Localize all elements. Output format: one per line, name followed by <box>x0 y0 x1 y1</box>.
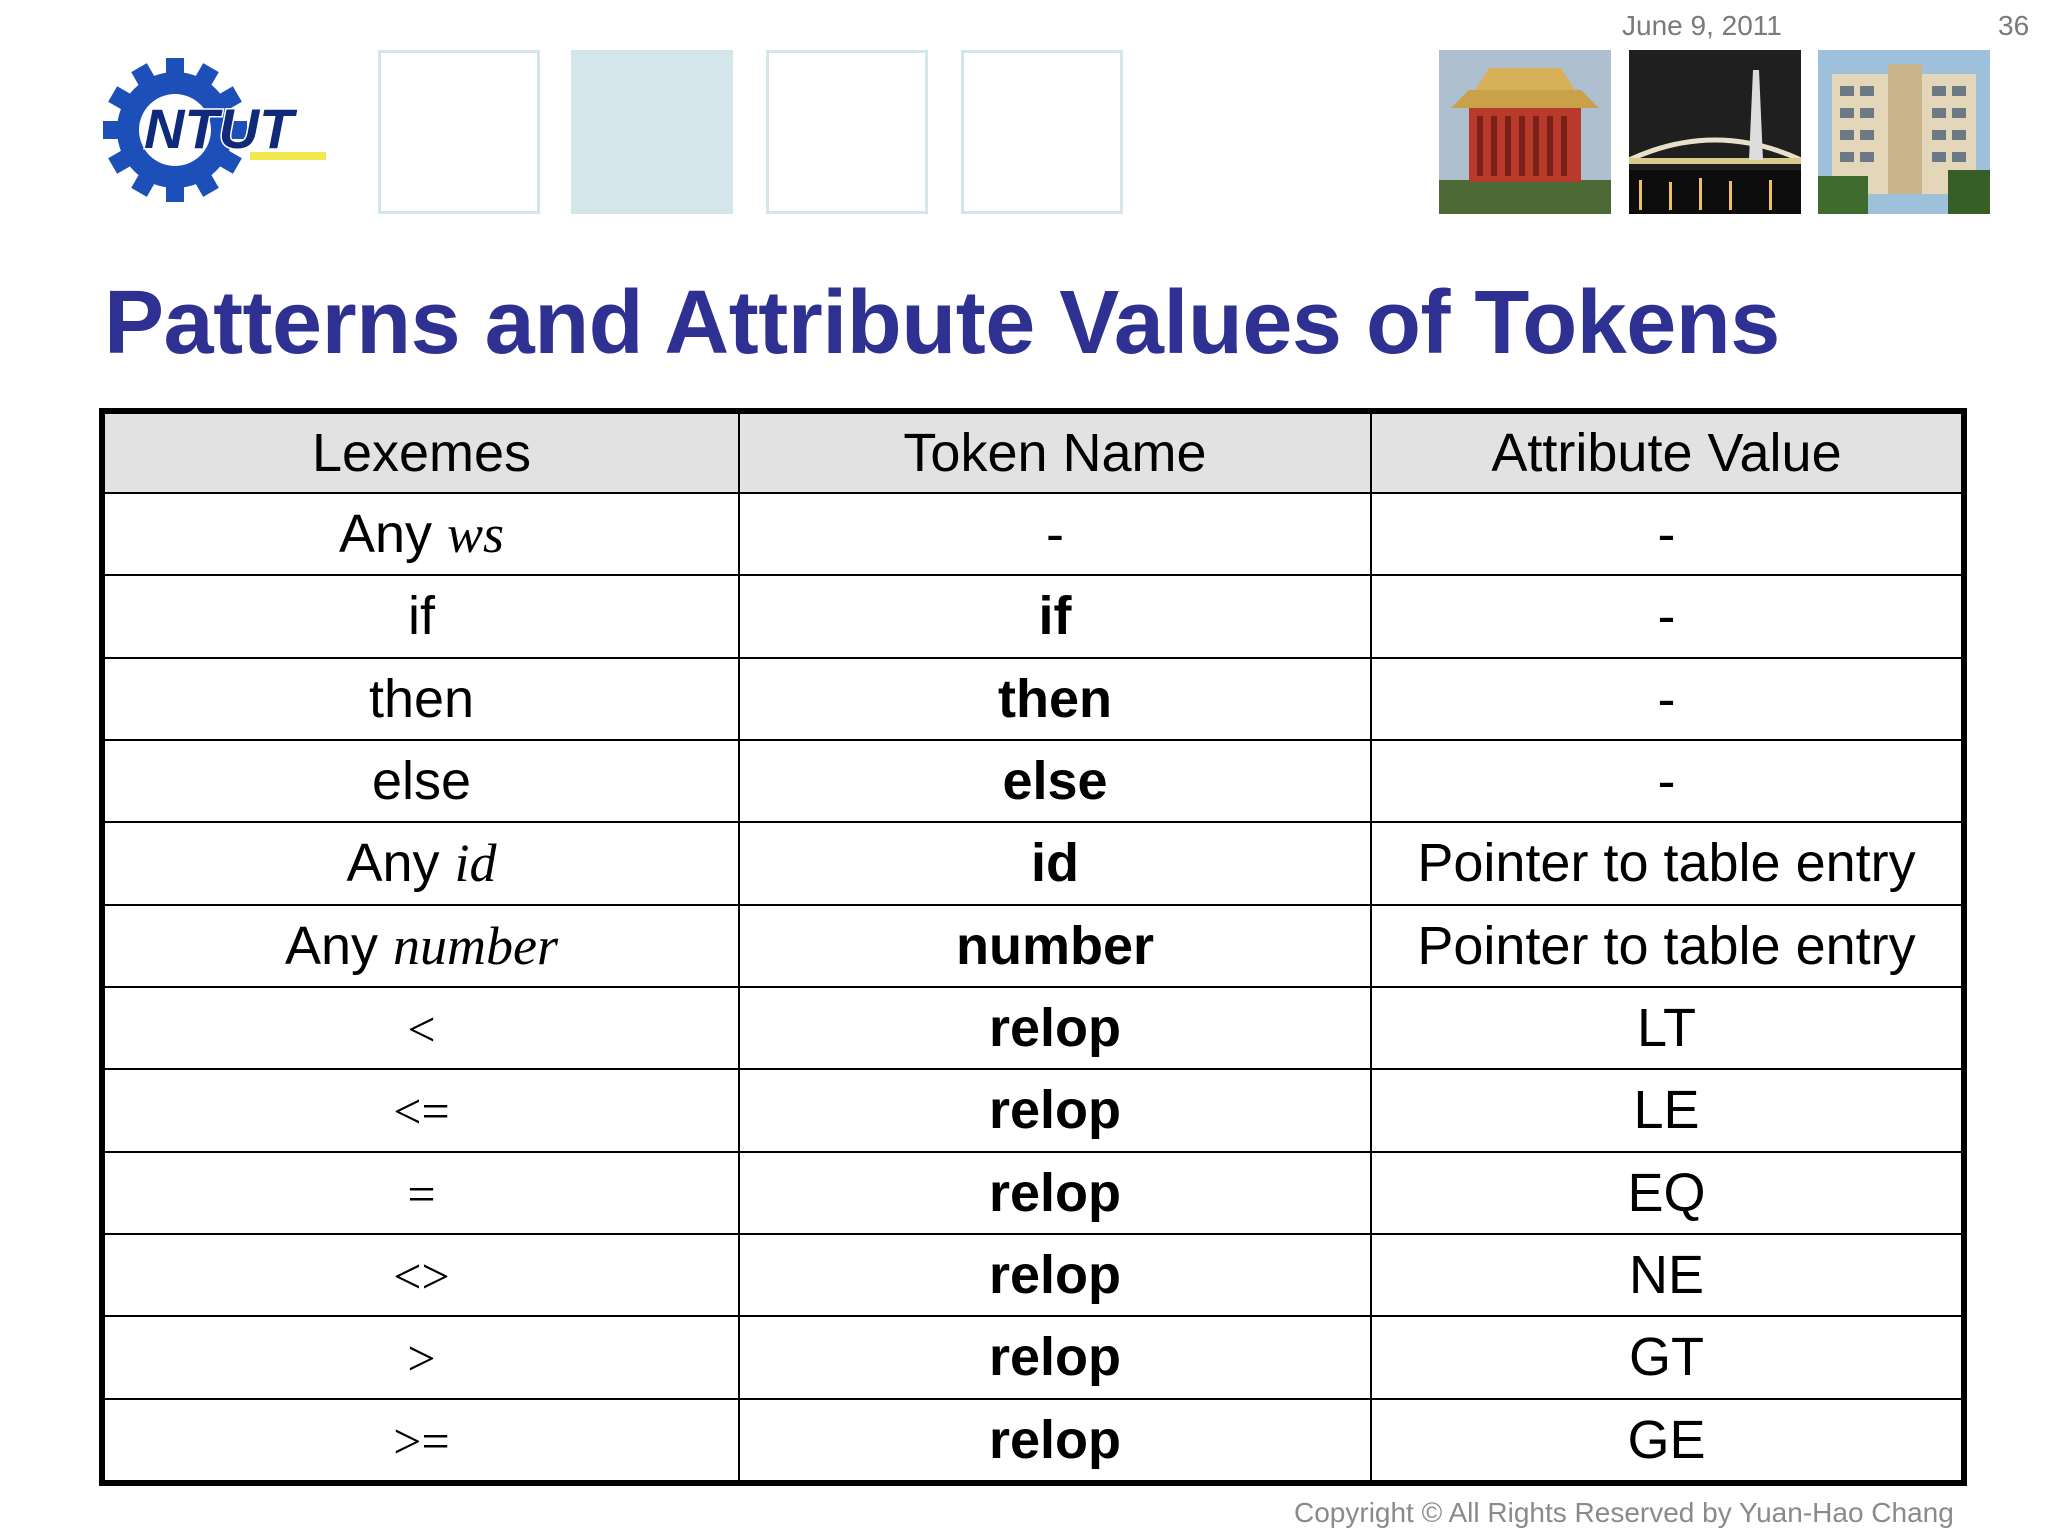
token-name-cell: relop <box>739 987 1371 1069</box>
token-name-cell: relop <box>739 1234 1371 1316</box>
lexeme-symbol: <= <box>393 1083 450 1140</box>
photo-bridge-night <box>1629 50 1801 214</box>
table-row <box>105 740 1961 822</box>
attribute-value-cell: Pointer to table entry <box>1371 822 1961 904</box>
lexeme-cell <box>105 905 739 987</box>
lexeme-cell <box>105 1316 739 1398</box>
copyright-notice: Copyright © All Rights Reserved by Yuan-Hao Chang <box>1294 1497 1954 1528</box>
lexeme-cell <box>105 822 739 904</box>
photo-campus-building <box>1818 50 1990 214</box>
table-row <box>105 493 1961 575</box>
attribute-value-cell: Pointer to table entry <box>1371 905 1961 987</box>
attribute-value-cell: - <box>1371 658 1961 740</box>
table-row <box>105 905 1961 987</box>
gear-logo-icon <box>100 48 340 212</box>
photo-grand-hotel <box>1439 50 1611 214</box>
lexeme-text: if <box>408 586 435 647</box>
token-table <box>99 408 1967 1486</box>
lexeme-symbol: = <box>407 1165 436 1222</box>
lexeme-symbol: < <box>407 1001 436 1058</box>
table-row <box>105 1152 1961 1234</box>
lexeme-cell <box>105 740 739 822</box>
header-lexemes: Lexemes <box>105 414 739 493</box>
token-name-cell: relop <box>739 1152 1371 1234</box>
attribute-value-cell: LE <box>1371 1069 1961 1151</box>
lexeme-text: else <box>371 751 472 812</box>
table-row <box>105 575 1961 657</box>
table-row <box>105 1234 1961 1316</box>
decorative-square-1 <box>378 50 540 214</box>
lexeme-text: then <box>368 668 475 729</box>
logo-text: NTUT <box>144 97 294 160</box>
token-name-cell: then <box>739 658 1371 740</box>
lexeme-cell <box>105 987 739 1069</box>
lexeme-cell <box>105 1069 739 1151</box>
decorative-square-2 <box>571 50 733 214</box>
lexeme-italic: id <box>454 833 497 894</box>
token-name-cell: number <box>739 905 1371 987</box>
token-name-cell: relop <box>739 1069 1371 1151</box>
slide-page-number: 36 <box>1998 10 2030 41</box>
lexeme-symbol: >= <box>393 1412 450 1469</box>
lexeme-cell <box>105 493 739 575</box>
lexeme-prefix: Any <box>284 915 394 976</box>
table-row <box>105 658 1961 740</box>
table-row <box>105 1399 1961 1480</box>
table-header-row <box>105 414 1961 493</box>
header-attribute-value: Attribute Value <box>1371 414 1961 493</box>
token-name-cell: relop <box>739 1399 1371 1480</box>
lexeme-italic: number <box>393 915 559 976</box>
attribute-value-cell: EQ <box>1371 1152 1961 1234</box>
table-row <box>105 987 1961 1069</box>
lexeme-cell <box>105 1152 739 1234</box>
attribute-value-cell: - <box>1371 493 1961 575</box>
attribute-value-cell: - <box>1371 740 1961 822</box>
table-row <box>105 822 1961 904</box>
slide-title: Patterns and Attribute Values of Tokens <box>104 273 1780 373</box>
attribute-value-cell: LT <box>1371 987 1961 1069</box>
table-row <box>105 1316 1961 1398</box>
slide-date: June 9, 2011 <box>1622 10 1782 41</box>
token-name-cell: if <box>739 575 1371 657</box>
attribute-value-cell: NE <box>1371 1234 1961 1316</box>
table-row <box>105 1069 1961 1151</box>
lexeme-cell <box>105 658 739 740</box>
lexeme-prefix: Any <box>346 833 455 894</box>
ntut-logo <box>100 48 340 212</box>
decorative-square-3 <box>766 50 928 214</box>
attribute-value-cell: GT <box>1371 1316 1961 1398</box>
token-table-grid <box>105 414 1961 1480</box>
lexeme-italic: ws <box>447 504 505 565</box>
attribute-value-cell: GE <box>1371 1399 1961 1480</box>
lexeme-cell <box>105 1399 739 1480</box>
header-token-name: Token Name <box>739 414 1371 493</box>
token-name-cell: else <box>739 740 1371 822</box>
lexeme-symbol: <> <box>393 1248 450 1305</box>
lexeme-prefix: Any <box>338 504 447 565</box>
attribute-value-cell: - <box>1371 575 1961 657</box>
decorative-square-4 <box>961 50 1123 214</box>
lexeme-cell <box>105 575 739 657</box>
token-name-cell: id <box>739 822 1371 904</box>
token-name-cell: relop <box>739 1316 1371 1398</box>
lexeme-symbol: > <box>407 1330 436 1387</box>
lexeme-cell <box>105 1234 739 1316</box>
token-name-cell: - <box>739 493 1371 575</box>
